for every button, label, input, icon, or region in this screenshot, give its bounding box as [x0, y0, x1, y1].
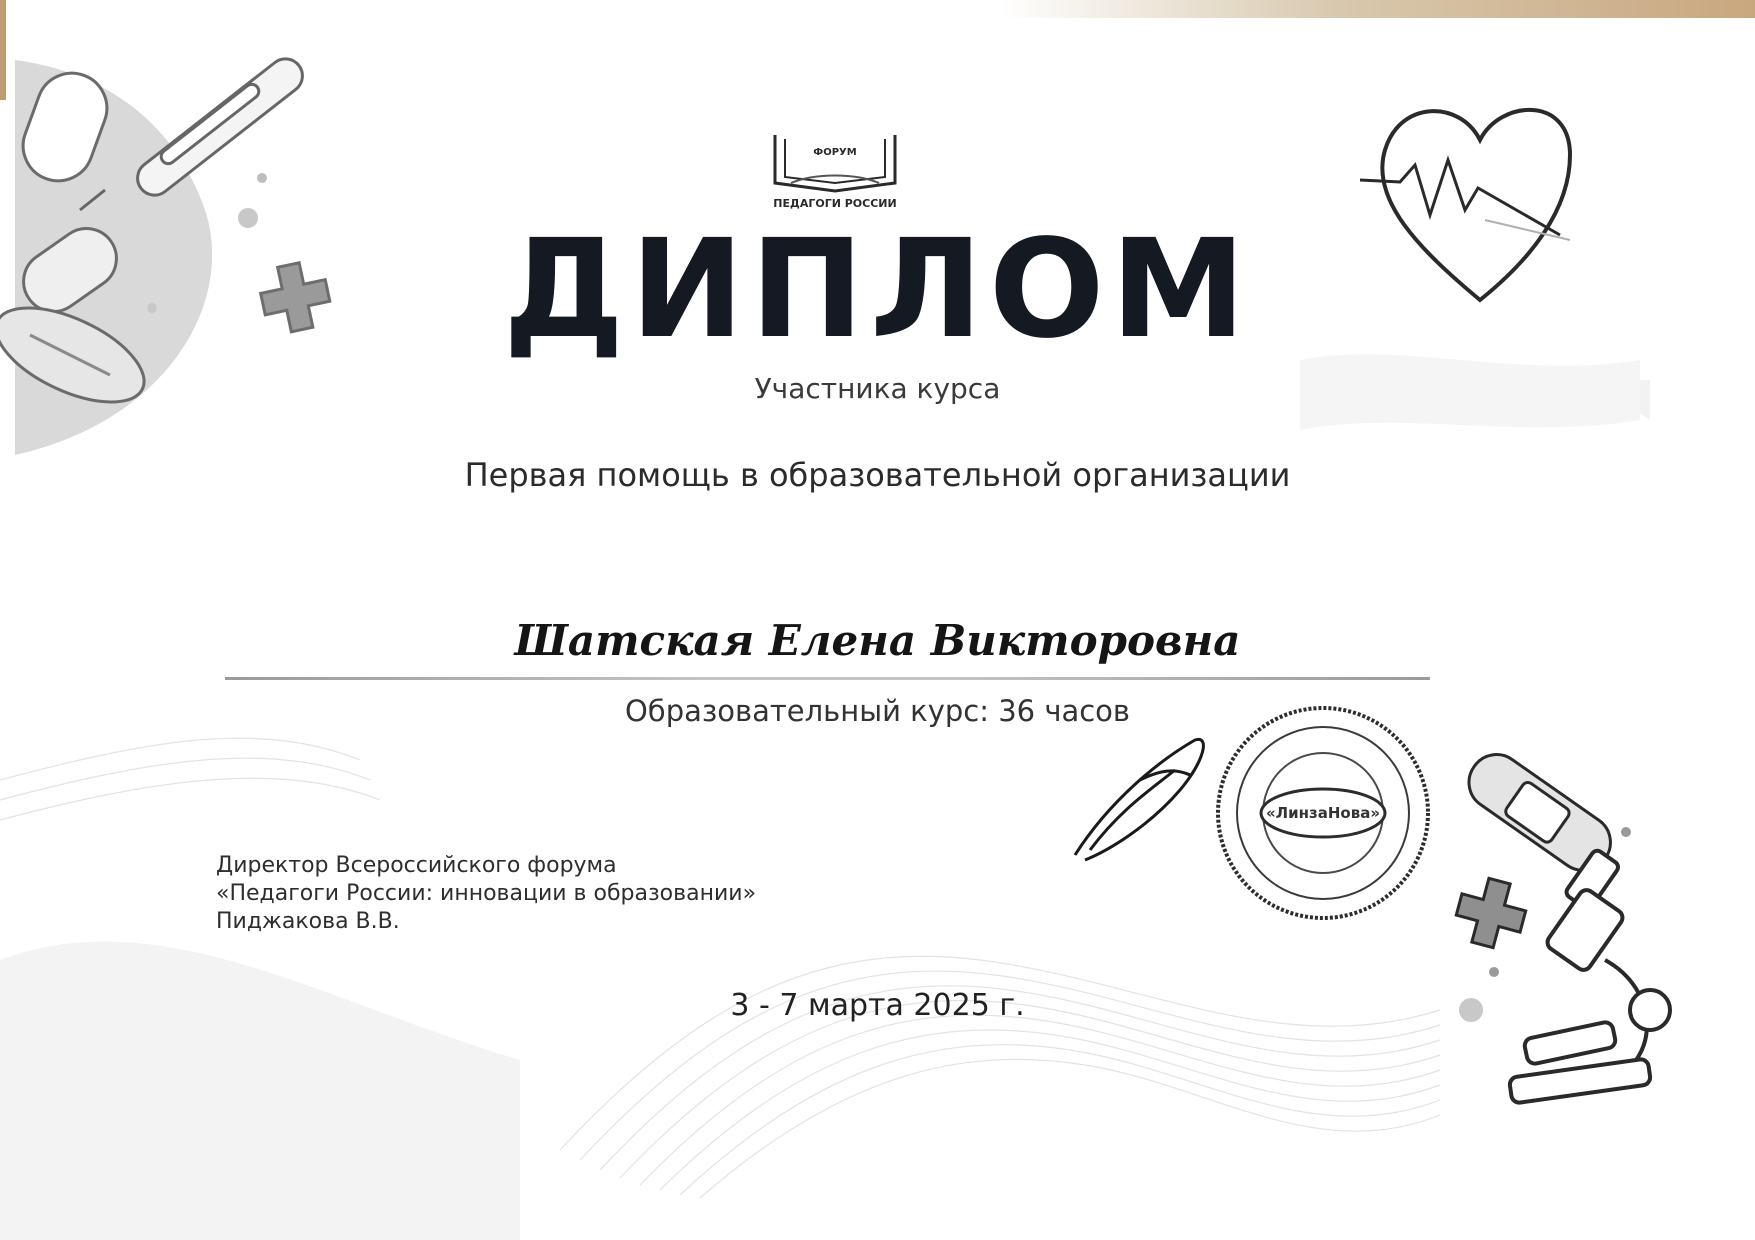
medical-cross-icon: [1451, 873, 1532, 954]
forum-logo: [755, 125, 915, 215]
dot: [257, 173, 267, 183]
diploma-title: ДИПЛОМ: [503, 211, 1252, 369]
wave-shape-left: [0, 941, 520, 1240]
forum-name: «Педагоги России: инновации в образовании»: [216, 881, 757, 906]
logo-top-text: ФОРУМ: [813, 147, 857, 158]
course-dates: 3 - 7 марта 2025 г.: [730, 988, 1025, 1023]
name-underline: [225, 677, 1430, 680]
course-hours: Образовательный курс: 36 часов: [624, 694, 1131, 728]
director-name: Пиджакова В.В.: [216, 909, 400, 934]
recipient-name: Шатская Елена Викторовна: [514, 616, 1241, 665]
dot: [1621, 827, 1631, 837]
diploma-subtitle: Участника курса: [754, 372, 1001, 405]
stamp-seal: [1208, 698, 1438, 928]
microscope-icon: [1509, 848, 1670, 1103]
signature: [1075, 739, 1203, 860]
logo-bottom-text: ПЕДАГОГИ РОССИИ: [773, 197, 897, 210]
director-title: Директор Всероссийского форума: [216, 853, 617, 878]
stamp-center-text: «ЛинзаНова»: [1265, 804, 1381, 822]
course-name: Первая помощь в образовательной организации: [464, 456, 1291, 494]
dot: [1489, 967, 1499, 977]
director-block: [216, 852, 756, 936]
